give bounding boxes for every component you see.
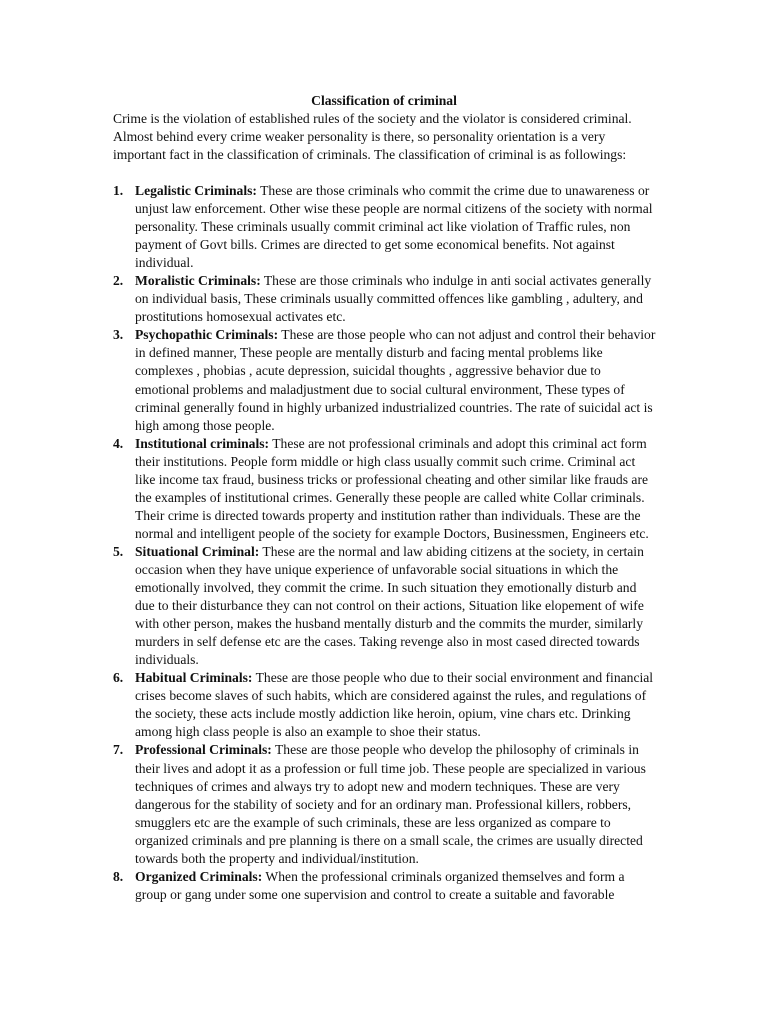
item-number: 2. <box>113 273 124 289</box>
item-number: 7. <box>113 742 124 758</box>
list-item <box>113 741 658 867</box>
item-number: 5. <box>113 543 124 559</box>
item-description: These are the normal and law abiding citizens at the society, in certain occasion when they have unique experience of unfavorable social situations in which the emotionally involved, they commit the crime. In such situation they emotionally disturb and due to their disturbance they can not control on their actions, Situation like elopement of wife with other person, makes the husband mentally disturb and the commits the murder, similarly murders in self defense etc are the cases. Taking revenge also in most cased directed towards individuals. <box>135 543 644 668</box>
item-term: Habitual Criminals: <box>135 670 253 686</box>
list-item <box>113 435 658 543</box>
item-description: These are those people who due to their social environment and financial crises become slaves of such habits, which are considered against the rules, and regulations of the society, these acts include mostly addiction like heroin, opium, vine chars etc. Drinking among high class people is also an example to shoe their status. <box>135 670 654 740</box>
item-number: 3. <box>113 327 124 343</box>
item-description: When the professional criminals organized themselves and form a group or gang under some one supervision and control to create a suitable and favorable <box>135 868 625 902</box>
item-number: 4. <box>113 435 124 451</box>
item-term: Organized Criminals: <box>135 868 263 884</box>
item-term: Professional Criminals: <box>135 742 272 758</box>
item-description: These are those people who develop the philosophy of criminals in their lives and adopt it as a profession or full time job. These people are specialized in various techniques of crimes and always try to adopt new and modern techniques. These are very dangerous for the stability of society and for an ordinary man. Professional killers, robbers, smugglers etc are the example of such criminals, these are less organized as compare to organized criminals and pre planning is there on a small scale, the crimes are usually directed towards both the property and individual/institution. <box>135 742 646 866</box>
list-item <box>113 543 658 669</box>
item-term: Moralistic Criminals: <box>135 273 261 289</box>
item-term: Psychopathic Criminals: <box>135 327 279 343</box>
item-number: 6. <box>113 670 124 686</box>
item-term: Situational Criminal: <box>135 543 260 559</box>
list-item <box>113 669 658 741</box>
list-item <box>113 326 658 434</box>
list-item <box>113 868 658 904</box>
item-description: These are those criminals who indulge in anti social activates generally on individual basis, These criminals usually committed offences like gambling , adultery, and prostitutions homosexual activates etc. <box>135 273 652 325</box>
item-description: These are those people who can not adjust and control their behavior in defined manner, These people are mentally disturb and facing mental problems like complexes , phobias , acute depression, suicidal thoughts , aggressive behavior due to emotional problems and maladjustment due to social cultural environment, These types of criminal generally found in highly urbanized industrialized countries. The rate of suicidal act is high among those people. <box>135 327 656 433</box>
list-item <box>113 272 658 326</box>
classification-list <box>113 182 658 904</box>
item-term: Legalistic Criminals: <box>135 183 257 198</box>
item-description: These are not professional criminals and adopt this criminal act form their institutions. People form middle or high class usually commit such crime. Criminal act like income tax fraud, business tricks or professional cheating and other similar like frauds are the examples of institutional crimes. Generally these people are called white Collar criminals. Their crime is directed towards property and institution rather than individuals. These are the normal and intelligent people of the society for example Doctors, Businessmen, Engineers etc. <box>135 435 649 541</box>
item-number: 8. <box>113 868 124 884</box>
item-description: These are those criminals who commit the crime due to unawareness or unjust law enforcement. Other wise these people are normal citizens of the society with normal personality. These criminals usually commit criminal act like violation of Traffic rules, non payment of Govt bills. Crimes are directed to get some economical benefits. Not against individual. <box>135 183 653 271</box>
item-number: 1. <box>113 183 124 198</box>
item-term: Institutional criminals: <box>135 435 270 451</box>
page-title: Classification of criminal <box>311 93 457 108</box>
intro-paragraph: Crime is the violation of established rules of the society and the violator is considered criminal. Almost behind every crime weaker personality is there, so personality orientation is a very important fact in the classification of criminals. The classification of criminal is as followings: <box>113 111 632 163</box>
list-item <box>113 182 658 272</box>
